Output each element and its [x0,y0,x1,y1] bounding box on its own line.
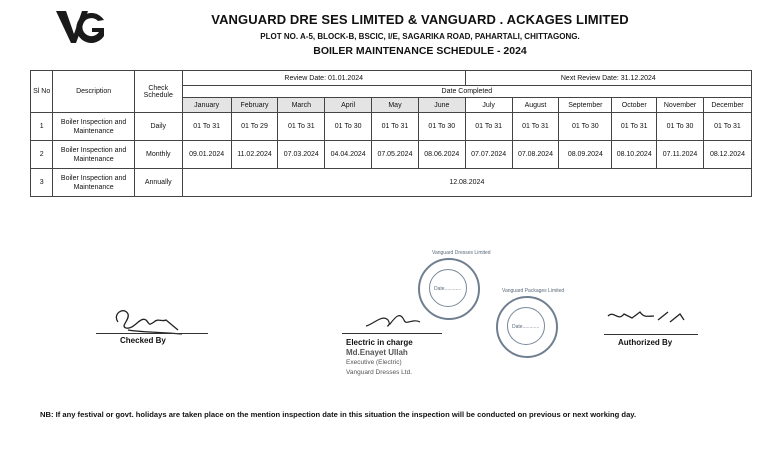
row-sl: 1 [31,113,53,141]
row-cell: 01 To 30 [559,113,612,141]
row-cell: 04.04.2024 [325,141,372,169]
electric-role: Executive (Electric) [346,359,402,366]
check-schedule-header: Check Schedule [134,71,182,113]
row-frequency: Annually [134,169,182,197]
row-cell: 01 To 30 [325,113,372,141]
table-row [31,113,752,141]
row-sl: 2 [31,141,53,169]
stamp-label: Vanguard Dresses Limited [432,250,491,256]
table-row [31,169,752,197]
month-header: October [612,98,657,113]
month-header: May [372,98,419,113]
stamp-label: Vanguard Packages Limited [502,288,565,294]
date-completed-header: Date Completed [182,86,751,98]
sl-header: Sl No [31,71,53,113]
row-cell: 01 To 30 [418,113,465,141]
electric-name: Md.Enayet Ullah [346,348,408,357]
row-cell: 01 To 31 [278,113,325,141]
row-frequency: Daily [134,113,182,141]
electric-title: Electric in charge [346,338,413,347]
row-cell: 08.12.2024 [703,141,751,169]
electric-company: Vanguard Dresses Ltd. [346,369,412,376]
row-description: Boiler Inspection and Maintenance [53,113,134,141]
next-review-date: Next Review Date: 31.12.2024 [465,71,751,86]
row-cell: 07.03.2024 [278,141,325,169]
description-header: Description [53,71,134,113]
review-date: Review Date: 01.01.2024 [182,71,465,86]
table-row [31,141,752,169]
document-title: BOILER MAINTENANCE SCHEDULE - 2024 [313,45,527,57]
month-header: November [657,98,704,113]
row-cell: 08.10.2024 [612,141,657,169]
month-header: July [465,98,512,113]
month-header: December [703,98,751,113]
row-cell: 01 To 29 [231,113,278,141]
month-header: January [182,98,231,113]
row-cell: 01 To 31 [182,113,231,141]
checked-by-label: Checked By [120,336,166,345]
row-cell: 07.05.2024 [372,141,419,169]
month-header: September [559,98,612,113]
row-cell: 07.11.2024 [657,141,704,169]
row-cell: 11.02.2024 [231,141,278,169]
row-cell: 01 To 31 [372,113,419,141]
month-header: August [512,98,559,113]
row-cell: 01 To 31 [465,113,512,141]
row-cell: 07.07.2024 [465,141,512,169]
month-header: February [231,98,278,113]
stamp-date: Date............ [512,324,540,330]
authorized-by-label: Authorized By [618,338,673,347]
maintenance-schedule-table [30,70,752,197]
row-description: Boiler Inspection and Maintenance [53,141,134,169]
month-header: March [278,98,325,113]
company-address: PLOT NO. A-5, BLOCK-B, BSCIC, I/E, SAGARIKA ROAD, PAHARTALI, CHITTAGONG. [260,32,580,41]
footnote: NB: If any festival or govt. holidays are taken place on the mention inspection date in this situation the inspection will be conducted on previous or next working day. [40,410,637,419]
checked-by-line [96,333,208,334]
stamp-date: Date............ [434,286,462,292]
month-header: April [325,98,372,113]
row-frequency: Monthly [134,141,182,169]
row-cell: 08.09.2024 [559,141,612,169]
vanguard-dresses-stamp [418,258,480,320]
vanguard-packages-stamp [496,296,558,358]
electric-block [346,338,413,378]
row-cell: 01 To 30 [657,113,704,141]
row-cell: 08.06.2024 [418,141,465,169]
authorized-signature-icon [604,304,694,328]
row-cell: 09.01.2024 [182,141,231,169]
authorized-line [604,334,698,335]
row-cell: 01 To 31 [512,113,559,141]
electric-signature-icon [360,306,430,334]
electric-line [342,333,442,334]
row-description: Boiler Inspection and Maintenance [53,169,134,197]
company-logo-icon [54,8,108,46]
company-title: VANGUARD DRE SES LIMITED & VANGUARD . ACKAGES LIMITED [211,12,629,27]
row-cell: 01 To 31 [703,113,751,141]
row-cell: 01 To 31 [612,113,657,141]
month-header: June [418,98,465,113]
annual-date: 12.08.2024 [182,169,751,197]
row-cell: 07.08.2024 [512,141,559,169]
row-sl: 3 [31,169,53,197]
